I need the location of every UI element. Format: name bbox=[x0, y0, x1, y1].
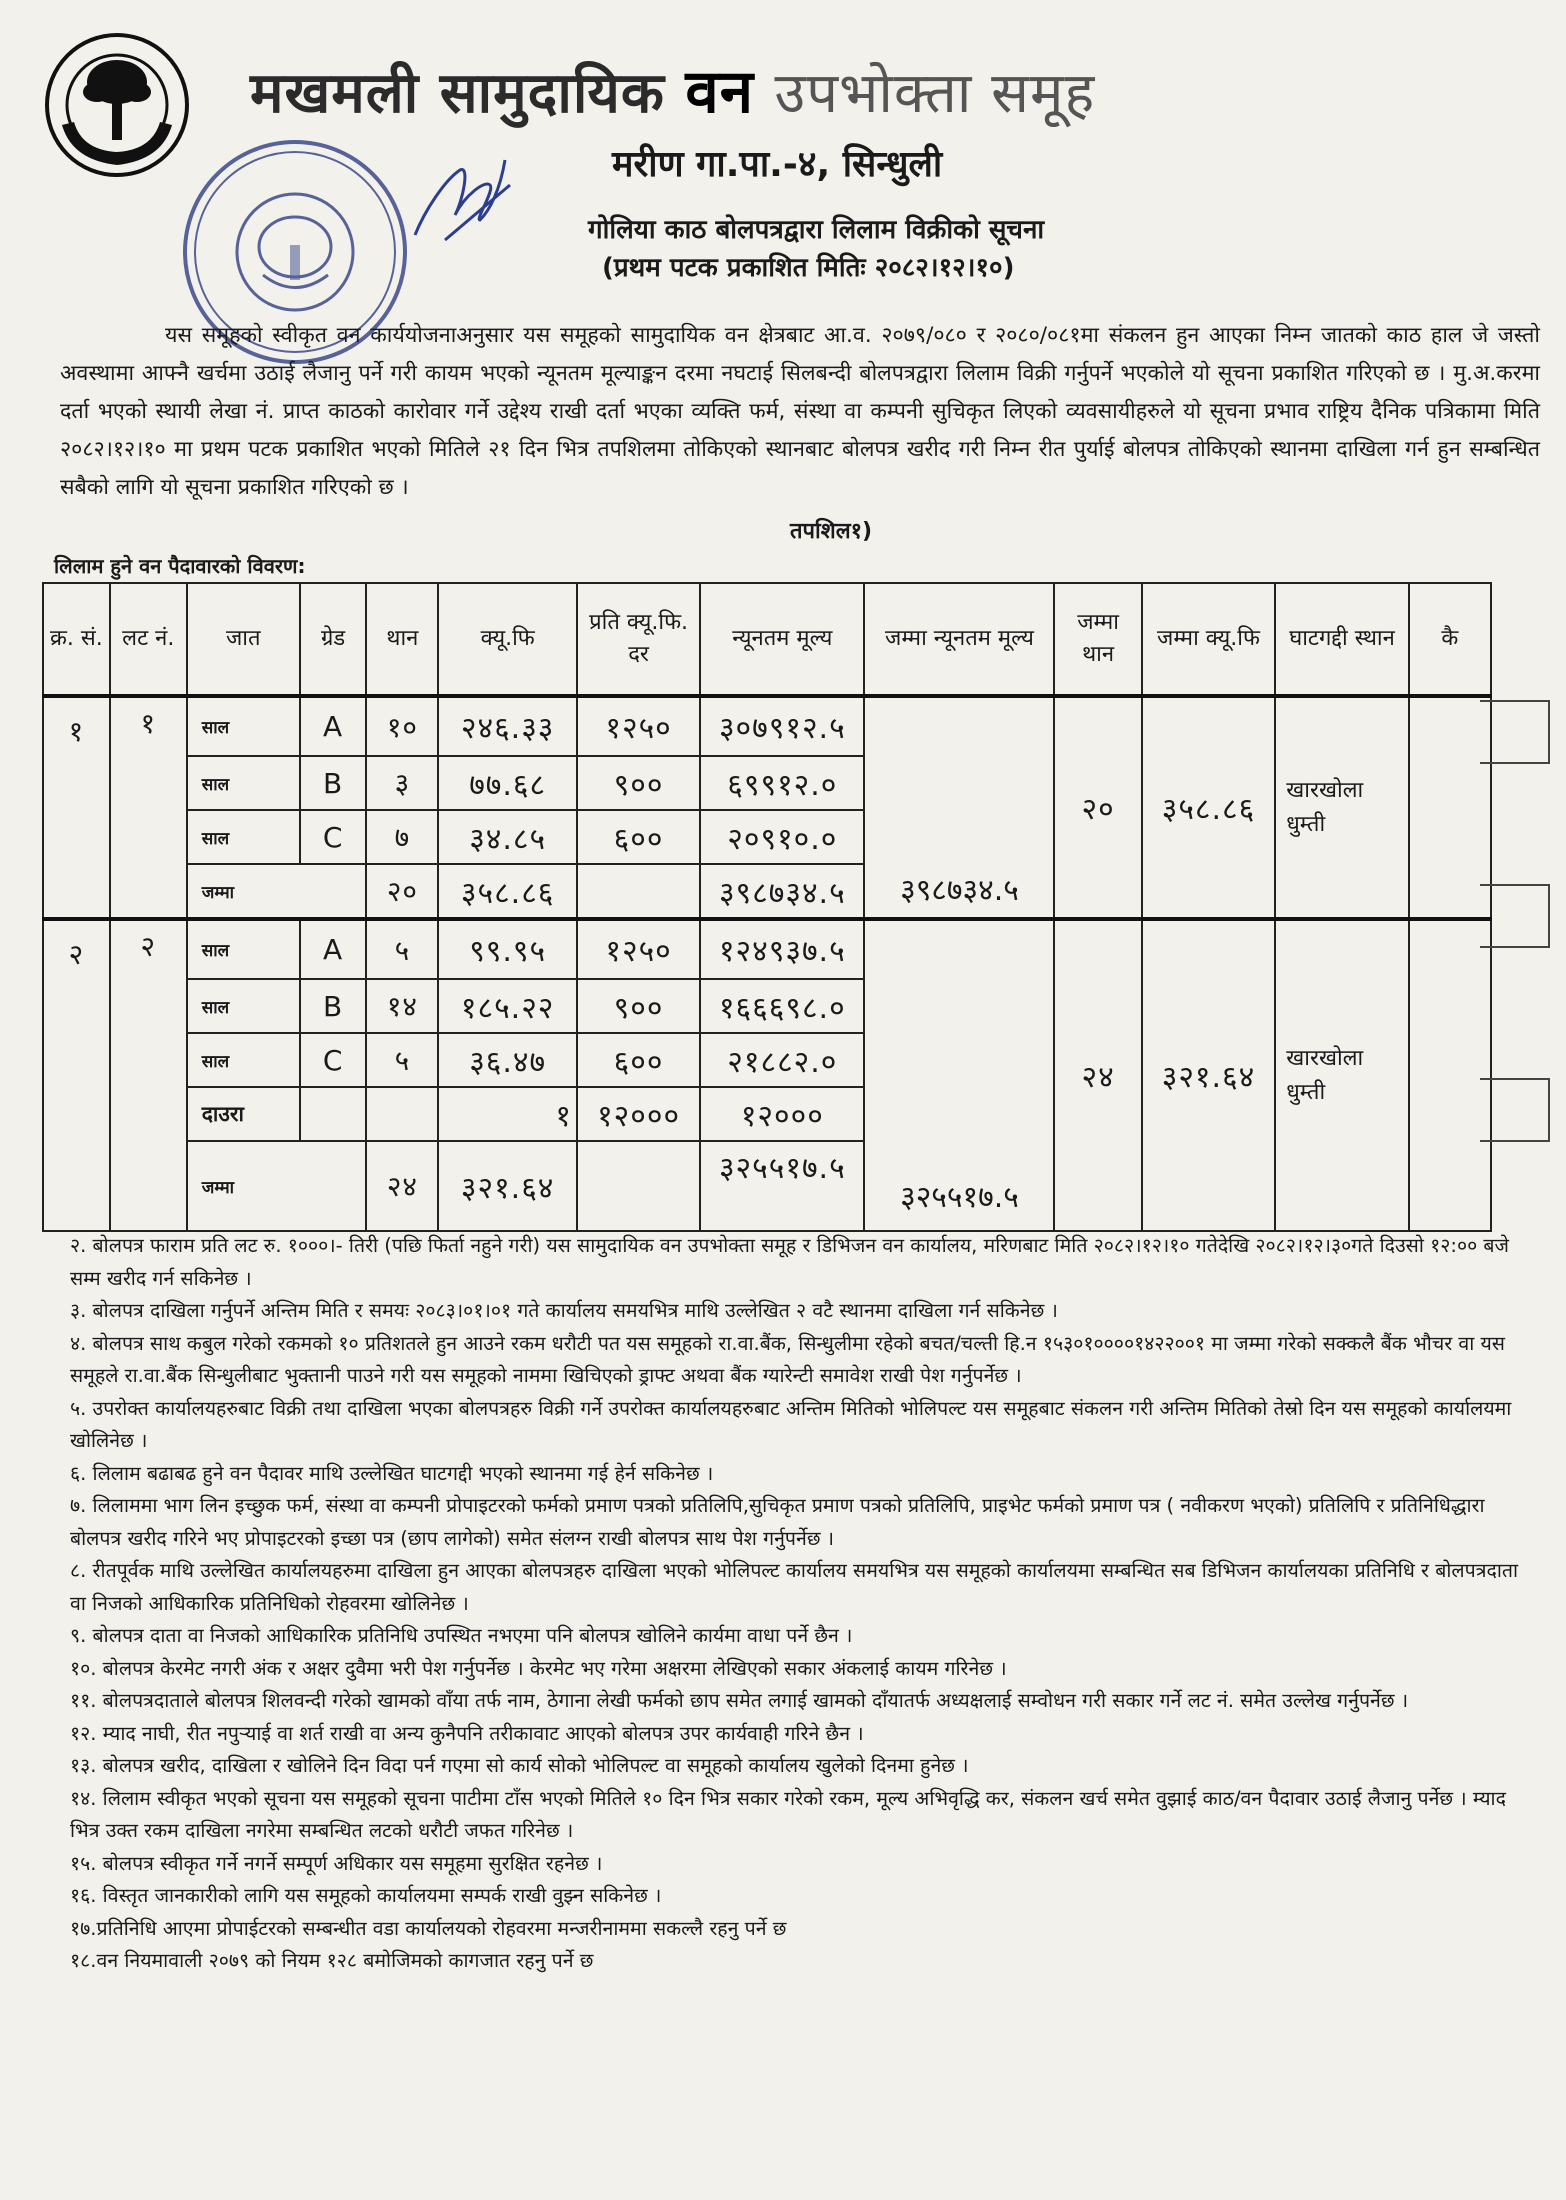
org-name-part2: वन bbox=[685, 57, 755, 127]
col-pieces: थान bbox=[366, 583, 438, 696]
list-item: ८. रीतपूर्वक माथि उल्लेखित कार्यालयहरुमा दाखिला हुन आएका बोलपत्रहरु दाखिला भएको भोलिपल्ट कार्यालय समयभित्र यस समूहको कार्यालयमा सम्बन्धित सब डिभिजन कार्यालयका प्रतिनिधि र बोलपत्रदाता वा निजको आधिकारिक प्रतिनिधिको रोहवरमा खोलिनेछ । bbox=[70, 1559, 1519, 1615]
list-item: १०. बोलपत्र केरमेट नगरी अंक र अक्षर दुवैमा भरी पेश गर्नुपर्नेछ । केरमेट भए गरेमा अक्षरमा लेखिएको सकार अंकलाई कायम गरिनेछ । bbox=[70, 1656, 1007, 1680]
lot1-depot: खारखोला धुम्ती bbox=[1275, 696, 1409, 919]
lot1-cft: ३४.८५ bbox=[438, 810, 577, 864]
table-caption: लिलाम हुने वन पैदावारको विवरण: bbox=[54, 554, 306, 578]
lot2-species: दाउरा bbox=[187, 1087, 300, 1141]
list-item: २. बोलपत्र फाराम प्रति लट रु. १०००।- तिरी (पछि फिर्ता नहुने गरी) यस सामुदायिक वन उपभोक्ता समूह र डिभिजन वन कार्यालय, मरिणबाट मिति २०८२।१२।१० गतेदेखि २०८२।१२।३०गते दिउसो १२:०० बजे सम्म खरीद गर्न सकिनेछ । bbox=[70, 1234, 1510, 1290]
intro-paragraph: यस समूहको स्वीकृत वन कार्ययोजनाअनुसार यस समूहको सामुदायिक वन क्षेत्रबाट आ.व. २०७९/०८० र २०८०/०८१मा संकलन हुन आएका निम्न जातको काठ हाल जे जस्तो अवस्थामा आफ्नै खर्चमा उठाई लैजानु पर्ने गरी कायम भएको न्यूनतम मूल्याङ्कन दरमा नघटाई सिलबन्दी बोलपत्रद्वारा लिलाम विक्री गर्नुपर्ने भएकोले यो सूचना प्रकाशित गरिएको छ । मु.अ.करमा दर्ता भएको स्थायी लेखा नं. प्राप्त काठको कारोवार गर्ने उद्देश्य राखी दर्ता भएका व्यक्ति फर्म, संस्था वा कम्पनी सुचिकृत लिएको व्यवसायीहरुले यो सूचना प्रभाव राष्ट्रिय दैनिक पत्रिकामा मिति २०८२।१२।१० मा प्रथम पटक प्रकाशित भएको मितिले २१ दिन भित्र तपशिलमा तोकिएको स्थानबाट बोलपत्र खरीद गरी निम्न रीत पुर्याई बोलपत्र तोकिएको स्थानमा दाखिला गर्न हुन सम्बन्धित सबैको लागि यो सूचना प्रकाशित गरिएको छ । bbox=[60, 322, 1540, 500]
lot2-depot: खारखोला धुम्ती bbox=[1275, 919, 1409, 1231]
lot2-rate: ९०० bbox=[577, 979, 700, 1033]
lot2-rate: १२००० bbox=[577, 1087, 700, 1141]
table-row bbox=[43, 919, 1491, 979]
lot2-species: साल bbox=[187, 979, 300, 1033]
list-item: १५. बोलपत्र स्वीकृत गर्ने नगर्ने सम्पूर्ण अधिकार यस समूहमा सुरक्षित रहनेछ । bbox=[70, 1851, 603, 1875]
lot2-sn: २ bbox=[43, 919, 110, 1231]
list-item: ९. बोलपत्र दाता वा निजको आधिकारिक प्रतिनिधि उपस्थित नभएमा पनि बोलपत्र खोलिने कार्यमा वाधा पर्ने छैन । bbox=[70, 1624, 853, 1647]
lot2-total-cft: ३२१.६४ bbox=[438, 1141, 577, 1231]
lot1-total-label: जम्मा bbox=[187, 864, 367, 919]
lot2-grand-pieces: २४ bbox=[1054, 919, 1141, 1231]
col-rate: प्रति क्यू.फि. दर bbox=[577, 583, 700, 696]
lot1-species: साल bbox=[187, 756, 300, 810]
lot1-species: साल bbox=[187, 696, 300, 756]
lot1-total-pieces: २० bbox=[366, 864, 438, 919]
notice-title: गोलिया काठ बोलपत्रद्वारा लिलाम विक्रीको सूचना bbox=[588, 215, 1045, 245]
col-depot: घाटगद्दी स्थान bbox=[1275, 583, 1409, 696]
lot2-grade: B bbox=[300, 979, 367, 1033]
lot1-sn: १ bbox=[43, 696, 110, 919]
publish-date: (प्रथम पटक प्रकाशित मितिः २०८२।१२।१०) bbox=[602, 253, 1015, 283]
list-item: ४. बोलपत्र साथ कबुल गरेको रकमको १० प्रतिशतले हुन आउने रकम धरौटी पत यस समूहको रा.वा.बैंक, सिन्धुलीमा रहेको बचत/चल्ती हि.न १५३०१००००१४२२००१ मा जम्मा गरेको सक्कलै बैंक भौचर वा यस समूहले रा.वा.बैंक सिन्धुलीबाट भुक्तानी पाउने गरी यस समूहको नाममा खिचिएको ड्राफ्ट अथवा बैंक ग्यारेन्टी समावेश राखी पेश गर्नुपर्नेछ । bbox=[70, 1331, 1505, 1387]
lot1-grand-pieces: २० bbox=[1054, 696, 1141, 919]
lot2-min: १२४९३७.५ bbox=[700, 919, 864, 979]
list-item: ७. लिलाममा भाग लिन इच्छुक फर्म, संस्था वा कम्पनी प्रोपाइटरको फर्मको प्रमाण पत्रको प्रतिलिपि,सुचिकृत प्रमाण पत्रको प्रतिलिपि, प्राइभेट फर्मको प्रमाण पत्र ( नवीकरण भएको) प्रतिलिपि र प्रतिनिधिद्धारा बोलपत्र खरीद गरिने भए प्रोपाइटरको इच्छा पत्र (छाप लागेको) समेत संलग्न राखी बोलपत्र साथ पेश गर्नुपर्नेछ । bbox=[70, 1494, 1485, 1550]
list-item: १४. लिलाम स्वीकृत भएको सूचना यस समूहको सूचना पाटीमा टाँस भएको मितिले १० दिन भित्र सकार गरेको रकम, मूल्य अभिवृद्धि कर, संकलन खर्च समेत वुझाई काठ/वन पैदावार उठाई लैजानु पर्नेछ । म्याद भित्र उक्त रकम दाखिला नगरेमा सम्बन्धित लटको धरौटी जफत गरिनेछ । bbox=[70, 1786, 1506, 1842]
lot2-cft: १८५.२२ bbox=[438, 979, 577, 1033]
list-item: १८.वन नियमावाली २०७९ को नियम १२८ बमोजिमको कागजात रहनु पर्ने छ bbox=[70, 1949, 594, 1972]
remarks-side-boxes bbox=[1480, 700, 1550, 1170]
table-header-row bbox=[43, 583, 1491, 696]
lot2-grade bbox=[300, 1087, 367, 1141]
lot1-grade: C bbox=[300, 810, 367, 864]
lot2-lot: २ bbox=[110, 919, 187, 1231]
lot2-pieces bbox=[366, 1087, 438, 1141]
organization-name bbox=[250, 48, 1400, 130]
lot1-total-min: ३९८७३४.५ bbox=[700, 864, 864, 919]
lot2-total-pieces: २४ bbox=[366, 1141, 438, 1231]
lot2-species: साल bbox=[187, 1033, 300, 1087]
lot1-cft: ७७.६८ bbox=[438, 756, 577, 810]
table-row bbox=[43, 696, 1491, 756]
lot2-pieces: ५ bbox=[366, 1033, 438, 1087]
lot2-remarks bbox=[1409, 919, 1491, 1231]
org-name-part3: उपभोक्ता समूह bbox=[774, 61, 1096, 126]
lot1-min: ६९९१२.० bbox=[700, 756, 864, 810]
lot1-lot: १ bbox=[110, 696, 187, 919]
organization-logo bbox=[42, 30, 192, 180]
col-min-price: न्यूनतम मूल्य bbox=[700, 583, 864, 696]
lot2-rate: ६०० bbox=[577, 1033, 700, 1087]
lot2-pieces: ५ bbox=[366, 919, 438, 979]
lot1-pieces: १० bbox=[366, 696, 438, 756]
lot2-grade: A bbox=[300, 919, 367, 979]
col-remarks: कै bbox=[1409, 583, 1491, 696]
conditions-list bbox=[70, 1230, 1540, 1978]
lot2-grand-min bbox=[864, 919, 1054, 1231]
col-total-pieces: जम्मा थान bbox=[1054, 583, 1141, 696]
col-grade: ग्रेड bbox=[300, 583, 367, 696]
lot1-species: साल bbox=[187, 810, 300, 864]
lot2-min: १२००० bbox=[700, 1087, 864, 1141]
col-total-cft: जम्मा क्यू.फि bbox=[1142, 583, 1276, 696]
col-total-min-price: जम्मा न्यूनतम मूल्य bbox=[864, 583, 1054, 696]
list-item: ६. लिलाम बढाबढ हुने वन पैदावर माथि उल्लेखित घाटगद्दी भएको स्थानमा गई हेर्न सकिनेछ । bbox=[70, 1461, 714, 1485]
lot1-total-rate bbox=[577, 864, 700, 919]
lot1-total-cft: ३५८.८६ bbox=[438, 864, 577, 919]
col-lot: लट नं. bbox=[110, 583, 187, 696]
list-item: ११. बोलपत्रदाताले बोलपत्र शिलवन्दी गरेको खामको वाँया तर्फ नाम, ठेगाना लेखी फर्मको छाप समेत लगाई खामको दाँयातर्फ अध्यक्षलाई सम्वोधन गरी सकार गर्ने लट नं. समेत उल्लेख गर्नुपर्नेछ । bbox=[70, 1689, 1409, 1712]
lot2-grade: C bbox=[300, 1033, 367, 1087]
list-item: १२. म्याद नाघी, रीत नपुऱ्याई वा शर्त राखी वा अन्य कुनैपनि तरीकावाट आएको बोलपत्र उपर कार्यवाही गरिने छैन । bbox=[70, 1721, 864, 1745]
lot1-rate: १२५० bbox=[577, 696, 700, 756]
org-location: मरीण गा.पा.-४, सिन्धुली bbox=[612, 144, 943, 185]
lot2-cft: १ bbox=[438, 1087, 577, 1141]
lot1-pieces: ३ bbox=[366, 756, 438, 810]
lot1-min: ३०७९१२.५ bbox=[700, 696, 864, 756]
lot1-rate: ९०० bbox=[577, 756, 700, 810]
lot2-species: साल bbox=[187, 919, 300, 979]
org-name-part1: मखमली सामुदायिक bbox=[250, 61, 665, 126]
lot2-grand-min-value: ३२५५१७.५ bbox=[900, 1180, 1019, 1215]
lot2-cft: ३६.४७ bbox=[438, 1033, 577, 1087]
col-species: जात bbox=[187, 583, 300, 696]
lot1-grand-cft: ३५८.८६ bbox=[1142, 696, 1276, 919]
lot1-cft: २४६.३३ bbox=[438, 696, 577, 756]
lot2-total-min: ३२५५१७.५ bbox=[700, 1141, 864, 1231]
list-item: १७.प्रतिनिधि आएमा प्रोपाईटरको सम्बन्धीत वडा कार्यालयको रोहवरमा मन्जरीनाममा सकल्लै रहनु पर्ने छ bbox=[70, 1916, 787, 1940]
lot1-grand-min bbox=[864, 696, 1054, 919]
lot2-pieces: १४ bbox=[366, 979, 438, 1033]
lot2-grand-cft: ३२१.६४ bbox=[1142, 919, 1276, 1231]
lot1-min: २०९१०.० bbox=[700, 810, 864, 864]
lot2-rate: १२५० bbox=[577, 919, 700, 979]
lot1-grade: A bbox=[300, 696, 367, 756]
list-item: १६. विस्तृत जानकारीको लागि यस समूहको कार्यालयमा सम्पर्क राखी वुझ्न सकिनेछ । bbox=[70, 1884, 662, 1907]
col-cft: क्यू.फि bbox=[438, 583, 577, 696]
lot1-grand-min-value: ३९८७३४.५ bbox=[900, 873, 1019, 908]
lot1-remarks bbox=[1409, 696, 1491, 919]
signature bbox=[405, 140, 525, 250]
lot-table bbox=[42, 582, 1492, 1232]
lot2-cft: ९९.९५ bbox=[438, 919, 577, 979]
lot2-min: २१८८२.० bbox=[700, 1033, 864, 1087]
lot1-pieces: ७ bbox=[366, 810, 438, 864]
list-item: ५. उपरोक्त कार्यालयहरुबाट विक्री तथा दाखिला भएका बोलपत्रहरु विक्री गर्ने उपरोक्त कार्यालयहरुबाट अन्तिम मितिको भोलिपल्ट यस समूहबाट संकलन गरी अन्तिम मितिको तेस्रो दिन यस समूहको कार्यालयमा खोलिनेछ । bbox=[70, 1396, 1512, 1452]
lot2-min: १६६६९८.० bbox=[700, 979, 864, 1033]
list-item: ३. बोलपत्र दाखिला गर्नुपर्ने अन्तिम मिति र समयः २०८३।०१।०१ गते कार्यालय समयभित्र माथि उल्लेखित २ वटै स्थानमा दाखिला गर्न सकिनेछ । bbox=[70, 1299, 1058, 1322]
lot2-total-label: जम्मा bbox=[187, 1141, 367, 1231]
lot1-rate: ६०० bbox=[577, 810, 700, 864]
schedule-label: तपशिल१) bbox=[790, 519, 873, 544]
lot1-grade: B bbox=[300, 756, 367, 810]
list-item: १३. बोलपत्र खरीद, दाखिला र खोलिने दिन विदा पर्न गएमा सो कार्य सोको भोलिपल्ट वा समूहको कार्यालय खुलेको दिनमा हुनेछ । bbox=[70, 1754, 969, 1777]
col-sn: क्र. सं. bbox=[43, 583, 110, 696]
lot2-total-rate bbox=[577, 1141, 700, 1231]
